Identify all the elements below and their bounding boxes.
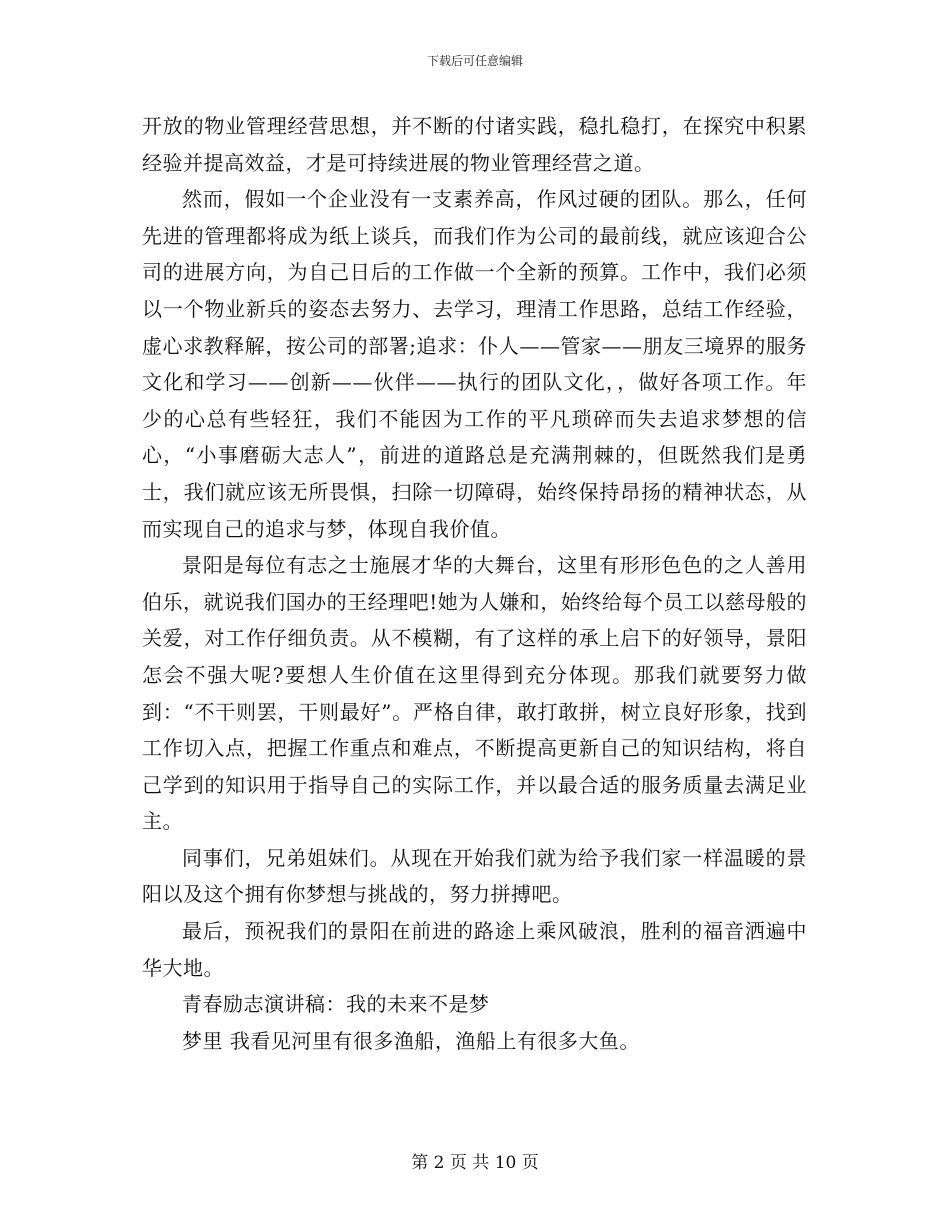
section-title: 青春励志演讲稿：我的未来不是梦 bbox=[182, 992, 490, 1017]
paragraph: 同事们，兄弟姐妹们。从现在开始我们就为给予我们家一样温暖的景阳以及这个拥有你梦想与挑战的，努力拼搏吧。 bbox=[142, 845, 807, 907]
document-body bbox=[142, 108, 807, 1059]
paragraph: 梦里 我看见河里有很多渔船，渔船上有很多大鱼。 bbox=[182, 1028, 640, 1053]
paragraph: 然而，假如一个企业没有一支素养高，作风过硬的团队。那么，任何先进的管理都将成为纸上谈兵，而我们作为公司的最前线，就应该迎合公司的进展方向，为自己日后的工作做一个全新的预算。工作中，我们必须以一个物业新兵的姿态去努力、去学习，理清工作思路，总结工作经验，虚心求教释解，按公司的部署;追求：仆人——管家——朋友三境界的服务文化和学习——创新——伙伴——执行的团队文化，，做好各项工作。年少的心总有些轻狂，我们不能因为工作的平凡琐碎而失去追求梦想的信心，“小事磨砺大志人”，前进的道路总是充满荆棘的，但既然我们是勇士，我们就应该无所畏惧，扫除一切障碍，始终保持昂扬的精神状态，从而实现自己的追求与梦，体现自我价值。 bbox=[142, 187, 807, 541]
paragraph: 最后，预祝我们的景阳在前进的路途上乘风破浪，胜利的福音洒遍中华大地。 bbox=[142, 919, 807, 980]
page-number: 第 2 页 共 10 页 bbox=[411, 1153, 539, 1173]
paragraph: 景阳是每位有志之士施展才华的大舞台，这里有形形色色的之人善用伯乐，就说我们国办的王经理吧!她为人嫌和，始终给每个员工以慈母般的关爱，对工作仔细负责。从不模糊，有了这样的承上启下的好领导，景阳怎会不强大呢?要想人生价值在这里得到充分体现。那我们就要努力做到：“不干则罢，干则最好”。严格自律，敢打敢拼，树立良好形象，找到工作切入点，把握工作重点和难点，不断提高更新自己的知识结构，将自己学到的知识用于指导自己的实际工作，并以最合适的服务质量去满足业主。 bbox=[142, 553, 807, 834]
paragraph-continuation: 开放的物业管理经营思想，并不断的付诸实践，稳扎稳打，在探究中积累经验并提高效益，才是可持续进展的物业管理经营之道。 bbox=[142, 114, 807, 175]
page-header-note: 下载后可任意编辑 bbox=[426, 54, 523, 68]
